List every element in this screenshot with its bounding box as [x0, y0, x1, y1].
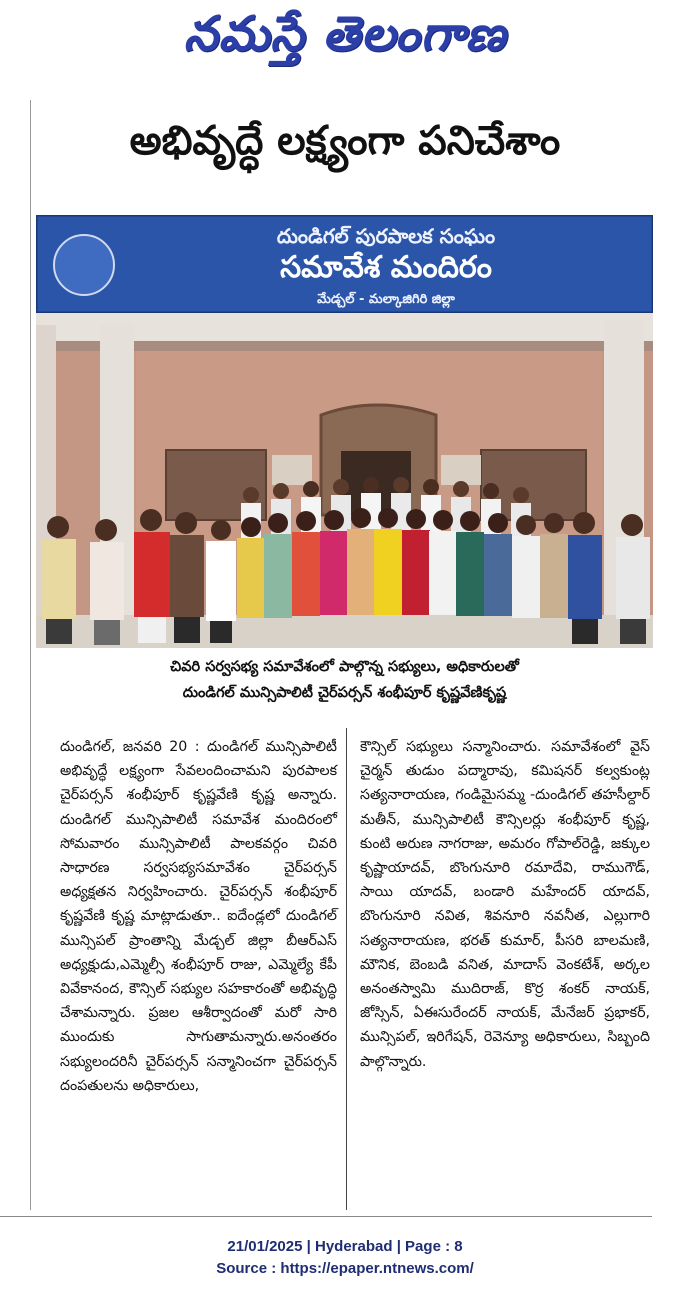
article-headline: అభివృద్ధే లక్ష్యంగా పనిచేశాం — [129, 118, 561, 164]
page-footer — [0, 1236, 690, 1280]
footer-date-line: 21/01/2025 | Hyderabad | Page : 8 — [227, 1238, 463, 1255]
article-column-right — [360, 735, 650, 1074]
caption-line-1: చివరి సర్వసభ్య సమావేశంలో పాల్గొన్న సభ్యులు, అధికారులతో — [170, 659, 519, 675]
column-divider — [346, 728, 347, 1210]
masthead-title: నమస్తే తెలంగాణ — [183, 6, 507, 62]
footer-rule — [0, 1216, 652, 1217]
page-margin-rule — [30, 100, 31, 1210]
article-body-left: దుండిగల్, జనవరి 20 : దుండిగల్ మున్సిపాలిటీ అభివృద్ధే లక్ష్యంగా సేవలందించామని పురపాలక చైర్‌పర్సన్ శంభీపూర్ కృష్ణవేణి కృష్ణ అన్నారు. దుండిగల్ మున్సిపాలిటీ సమావేశ మందిరంలో సోమవారం మున్సిపాలిటీ పాలకవర్గం చివరి సాధారణ సర్వసభ్యసమావేశం చైర్‌పర్సన్ అధ్యక్షతన నిర్వహించారు. చైర్‌పర్సన్ శంభీపూర్ కృష్ణవేణి కృష్ణ మాట్లాడుతూ.. ఐదేండ్లలో దుండిగల్ మున్సిపల్ ప్రాంతాన్ని మేడ్చల్ జిల్లా బీఆర్ఎస్ అధ్యక్షుడు,ఎమ్మెల్సీ శంభీపూర్ రాజు, ఎమ్మెల్యే కేపీ వివేకానంద, కౌన్సిల్ సభ్యుల సహకారంతో అభివృద్ధి చేశామన్నారు. ప్రజల ఆశీర్వాదంతో మరో సారి ముందుకు సాగుతామన్నారు.అనంతరం సభ్యులందరినీ చైర్‌పర్సన్ సన్మానించగా చైర్‌పర్సన్ దంపతులను అధికారులు, — [60, 739, 337, 1094]
sign-line-2: సమావేశ మందిరం — [280, 250, 492, 285]
newspaper-masthead — [0, 6, 690, 74]
article-photo — [36, 215, 653, 648]
sign-line-1: దుండిగల్ పురపాలక సంఘం — [276, 224, 496, 248]
caption-line-2: దుండిగల్ మున్సిపాలిటీ చైర్‌పర్సన్ శంభీపూర్ కృష్ణవేణికృష్ణ — [182, 685, 507, 701]
sign-line-3: మేడ్చల్ - మల్కాజిగిరి జిల్లా — [317, 292, 455, 307]
article-body-right: కౌన్సిల్ సభ్యులు సన్మానించారు. సమావేశంలో వైస్ చైర్మన్ తుడుం పద్మారావు, కమిషనర్ కల్వకుంట్ల సత్యనారాయణ, గండిమైసమ్మ -దుండిగల్ తహసీల్దార్ మతీన్, మున్సిపాలిటీ కౌన్సిలర్లు శంభీపూర్ కృష్ణ, కుంటి అరుణ నాగరాజు, అమరం గోపాల్‌రెడ్డి, జక్కుల కృష్ణాయాదవ్, బొంగునూరి రమాదేవి, రాముగౌడ్, సాయి యాదవ్, బండారి మహేందర్ యాదవ్, బొంగునూరి నవిత, శివనూరి నవనీత, ఎల్లుగారి సత్యనారాయణ, భరత్ కుమార్, పీసరి బాలమణి, మౌనిక, బెంబడి వనిత, మాదాస్ వెంకటేశ్, అర్కల అనంతస్వామి ముదిరాజ్, కొర్ర శంకర్ నాయక్, జోస్సిన్, ఏఈసురేందర్ నాయక్, మేనేజర్ ప్రభాకర్, మున్సిపల్, ఇరిగేషన్, రెవెన్యూ అధికారులు, సిబ్బంది పాల్గొన్నారు. — [360, 739, 650, 1070]
photo-caption — [36, 654, 653, 706]
article-column-left — [60, 735, 337, 1098]
footer-source-link[interactable]: Source : https://epaper.ntnews.com/ — [216, 1260, 474, 1277]
